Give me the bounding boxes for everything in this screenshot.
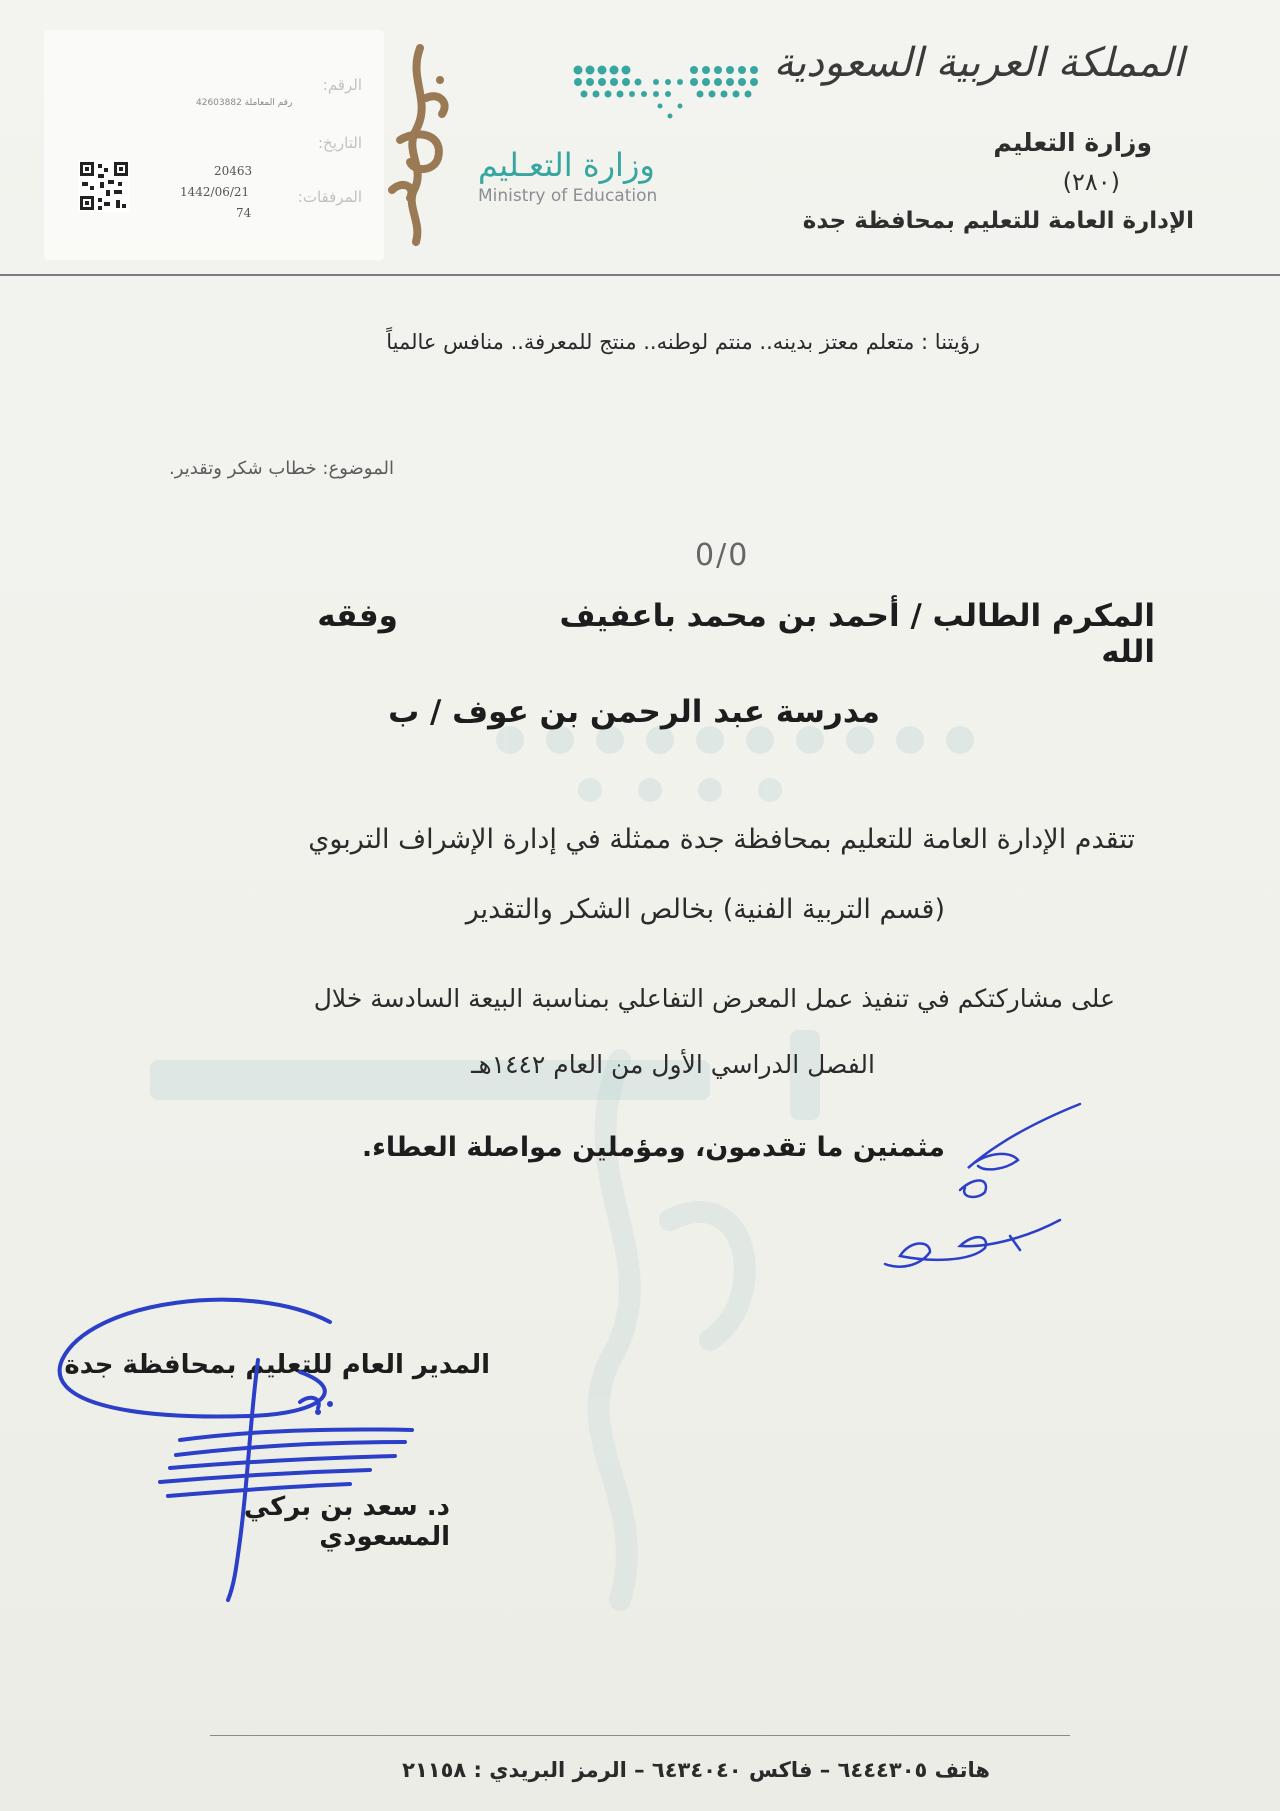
body-line-5: مثمنين ما تقدمون، ومؤملين مواصلة العطاء. [361,1132,945,1163]
ref-number: 20463 [214,164,253,178]
recipient-blessing: وفقه الله [317,598,1155,670]
ref-attachments: 74 [236,206,252,220]
vision-statement: رؤيتنا : متعلم معتز بدينه.. منتم لوطنه.. منتج للمعرفة.. منافس عالمياً [386,330,980,354]
body-line-3: على مشاركتكم في تنفيذ عمل المعرض التفاعلي بمناسبة البيعة السادسة خلال [313,984,1115,1013]
salutation-mark: 0/0 [695,538,750,573]
footer-divider [210,1735,1070,1736]
body-line-2: (قسم التربية الفنية) بخالص الشكر والتقدير [465,894,945,925]
ref-date: 1442/06/21 [180,185,250,199]
transaction-ref: 42603882 رقم المعاملة [196,98,293,108]
department-number: (٢٨٠) [1062,168,1120,196]
body-line-1: تتقدم الإدارة العامة للتعليم بمحافظة جدة ممثلة في إدارة الإشراف التربوي [308,824,1135,855]
kingdom-title: المملكة العربية السعودية [773,40,1184,86]
recipient-name: المكرم الطالب / أحمد بن محمد باعفيف [559,598,1155,634]
department-name: الإدارة العامة للتعليم بمحافظة جدة [802,208,1194,234]
field-date-label: التاريخ: [318,134,362,152]
field-attachments-label: المرفقات: [297,188,362,206]
signatory-title: المدير العام للتعليم بمحافظة جدة [64,1350,490,1380]
signatory-name: د. سعد بن بركي المسعودي [243,1492,450,1552]
body-line-4: الفصل الدراسي الأول من العام ١٤٤٢هـ [471,1050,875,1079]
contact-footer: هاتف ٦٤٤٤٣٠٥ – فاكس ٦٤٣٤٠٤٠ – الرمز البريدي : ٢١١٥٨ [402,1758,990,1782]
ministry-logo-arabic: وزارة التعـليم [478,146,655,184]
director-signature-icon [60,1300,412,1600]
school-name: مدرسة عبد الرحمن بن عوف / ب [388,694,880,730]
ministry-logo-english: Ministry of Education [478,186,658,206]
initials-signature-icon [885,1104,1080,1267]
field-number-label: الرقم: [322,76,362,94]
ministry-name: وزارة التعليم [993,128,1152,157]
subject-line: الموضوع: خطاب شكر وتقدير. [169,458,394,479]
